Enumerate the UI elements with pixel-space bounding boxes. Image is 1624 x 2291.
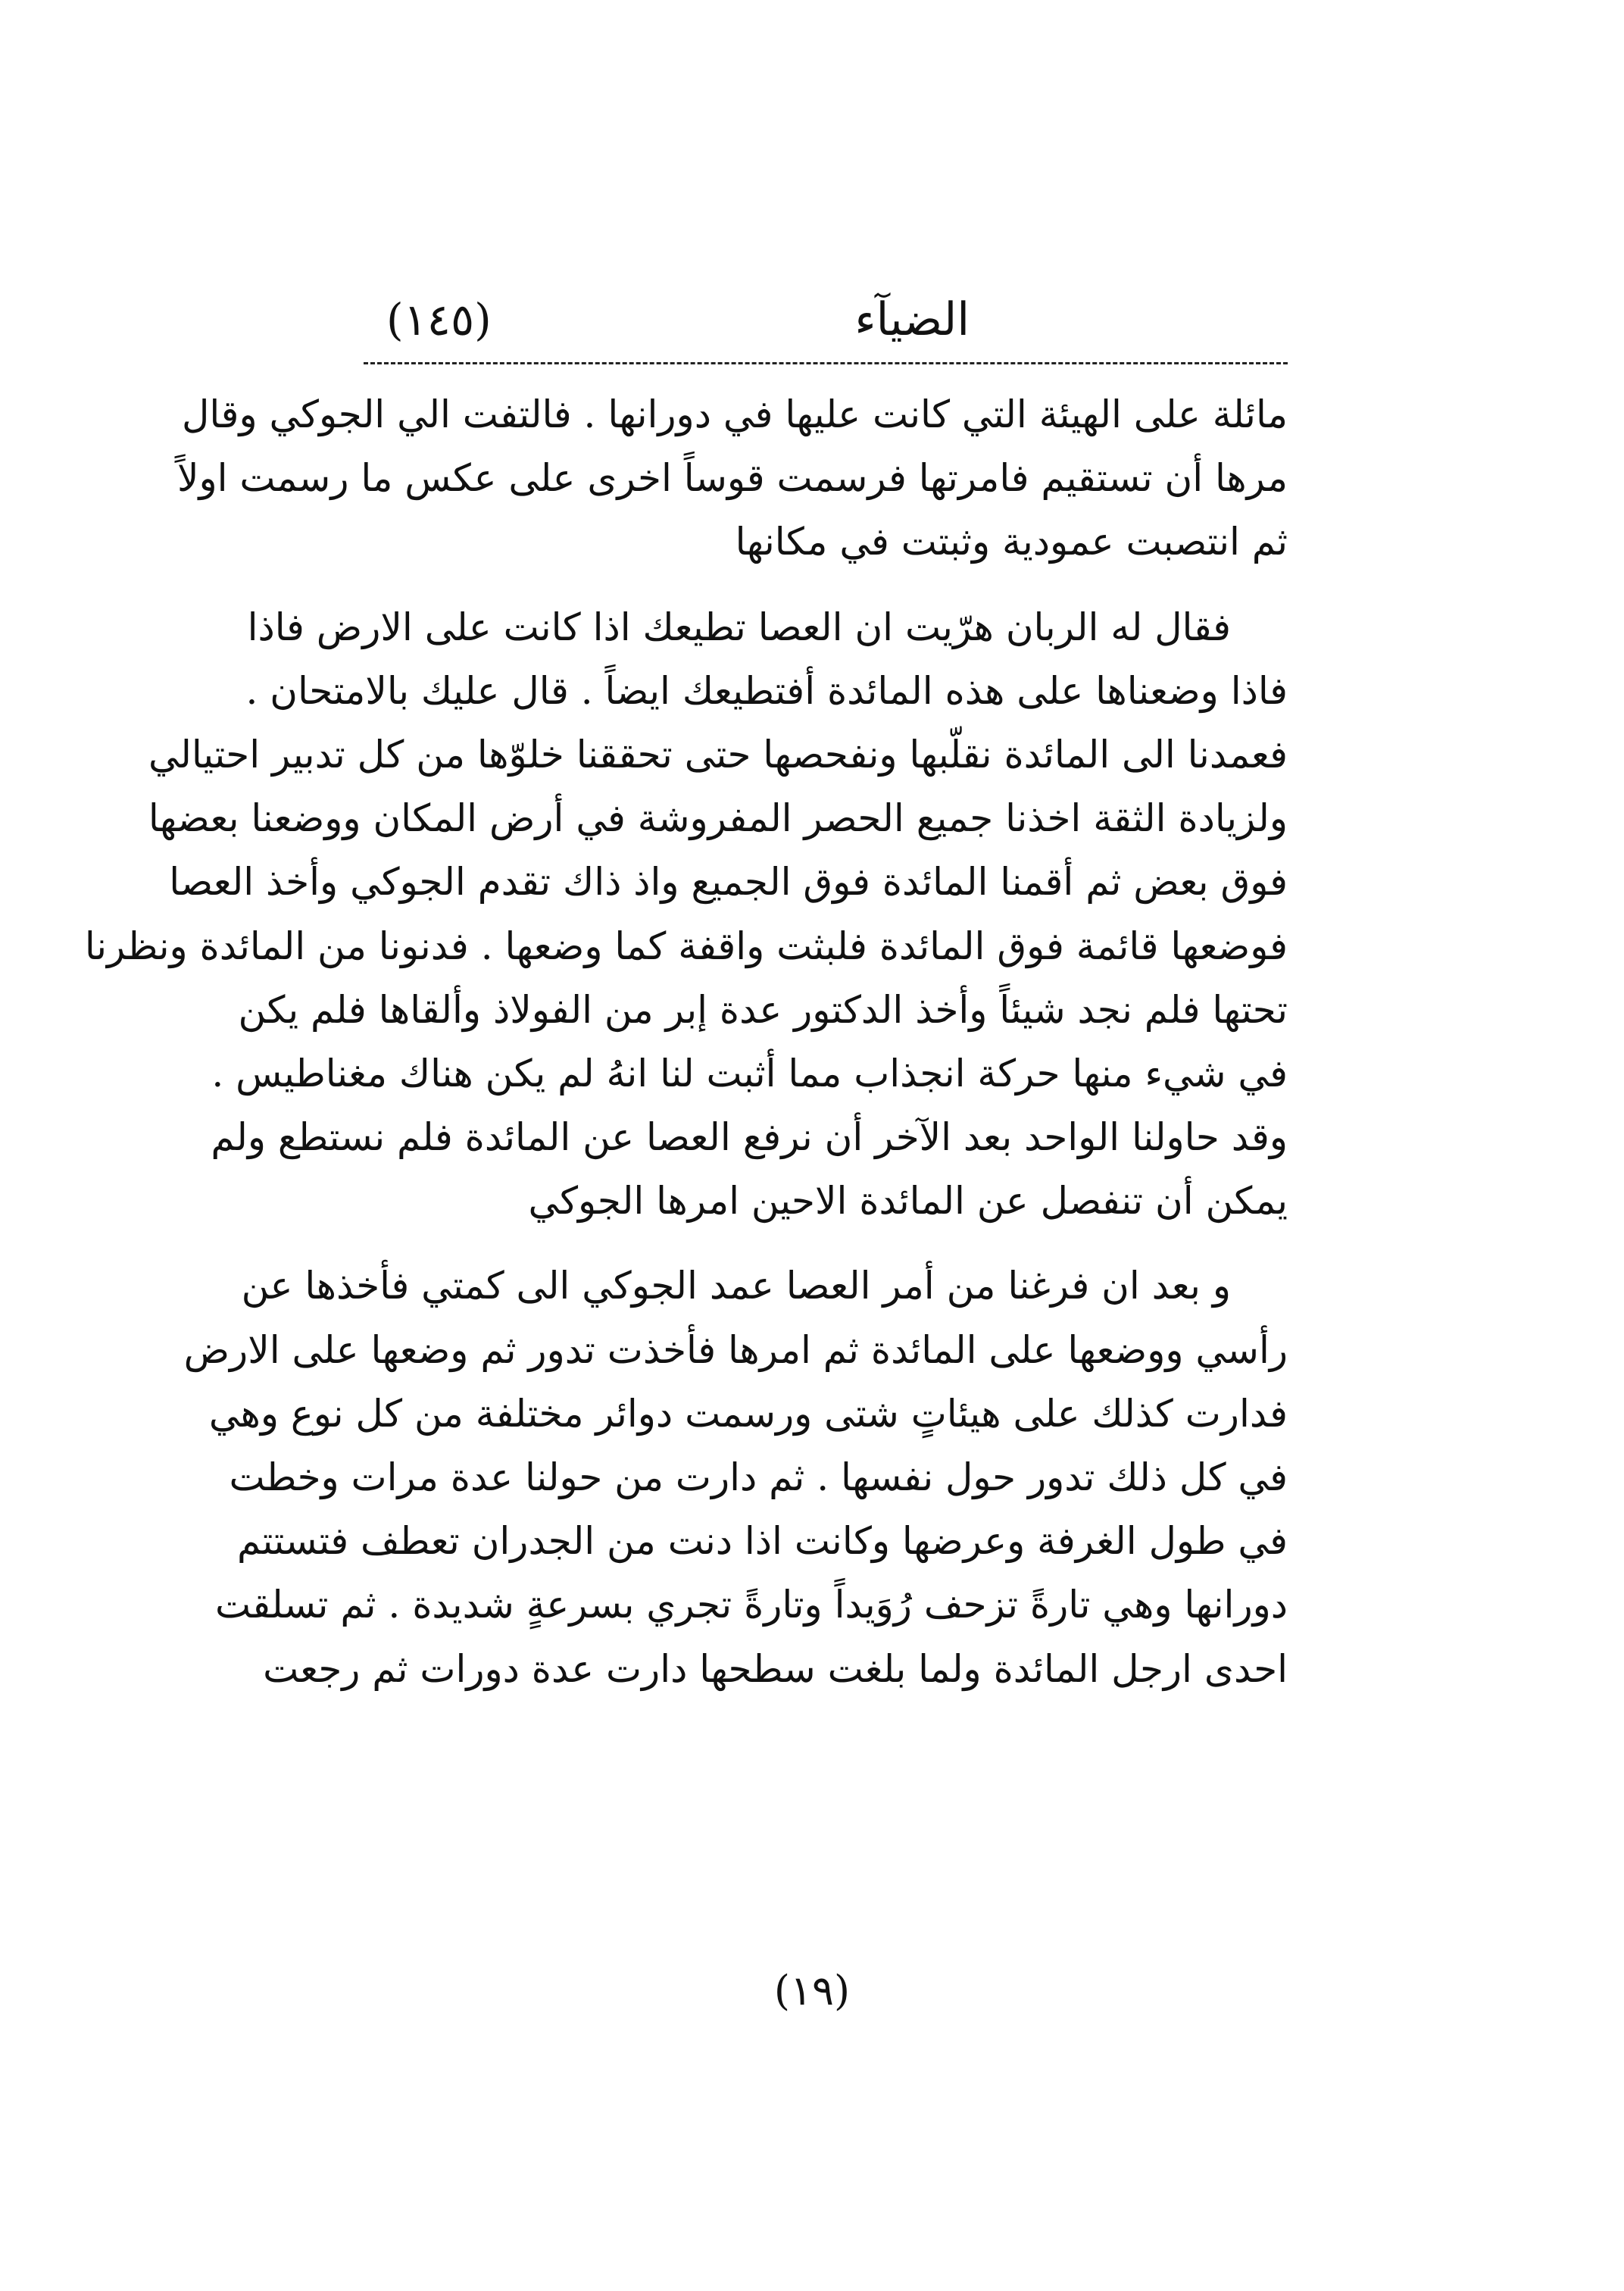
text-line: في طول الغرفة وعرضها وكانت اذا دنت من الجدران تعطف فتستتم bbox=[237, 1519, 1288, 1564]
text-line: تحتها فلم نجد شيئاً وأخذ الدكتور عدة إبر من الفولاذ وألقاها فلم يكن bbox=[238, 987, 1288, 1032]
page-header bbox=[364, 282, 1288, 358]
text-line: وقد حاولنا الواحد بعد الآخر أن نرفع العصا عن المائدة فلم نستطع ولم bbox=[211, 1115, 1288, 1160]
text-line: ولزيادة الثقة اخذنا جميع الحصر المفروشة في أرض المكان ووضعنا بعضها bbox=[148, 796, 1288, 841]
text-line: يمكن أن تنفصل عن المائدة الاحين امرها الجوكي bbox=[528, 1179, 1288, 1224]
text-line: فوق بعض ثم أقمنا المائدة فوق الجميع واذ ذاك تقدم الجوكي وأخذ العصا bbox=[169, 860, 1288, 905]
text-line: دورانها وهي تارةً تزحف رُوَيداً وتارةً تجري بسرعةٍ شديدة . ثم تسلقت bbox=[214, 1583, 1288, 1627]
text-line: مرها أن تستقيم فامرتها فرسمت قوساً اخرى على عكس ما رسمت اولاً bbox=[176, 456, 1288, 501]
text-line: فعمدنا الى المائدة نقلّبها ونفحصها حتى تحققنا خلوّها من كل تدبير احتيالي bbox=[148, 732, 1288, 777]
text-line: فدارت كذلك على هيئاتٍ شتى ورسمت دوائر مختلفة من كل نوع وهي bbox=[208, 1391, 1288, 1436]
text-line: رأسي ووضعها على المائدة ثم امرها فأخذت تدور ثم وضعها على الارض bbox=[183, 1327, 1288, 1372]
page-number: (١٤٥) bbox=[386, 294, 492, 345]
text-line: ثم انتصبت عمودية وثبتت في مكانها bbox=[735, 520, 1288, 564]
text-line: فقال له الربان هرّيت ان العصا تطيعك اذا كانت على الارض فاذا bbox=[247, 605, 1231, 649]
body-text bbox=[84, 383, 1288, 1701]
header-divider bbox=[364, 362, 1288, 364]
signature-mark: (١٩) bbox=[773, 1967, 851, 2014]
text-line: فاذا وضعناها على هذه المائدة أفتطيعك ايضاً . قال عليك بالامتحان . bbox=[245, 668, 1288, 713]
text-line: في شيء منها حركة انجذاب مما أثبت لنا انهُ لم يكن هناك مغناطيس . bbox=[211, 1051, 1288, 1095]
running-title: الضيآء bbox=[854, 293, 970, 346]
text-line: في كل ذلك تدور حول نفسها . ثم دارت من حولنا عدة مرات وخطت bbox=[229, 1455, 1288, 1499]
text-line: و بعد ان فرغنا من أمر العصا عمد الجوكي الى كمتي فأخذها عن bbox=[241, 1264, 1231, 1308]
text-line: مائلة على الهيئة التي كانت عليها في دورانها . فالتفت الي الجوكي وقال bbox=[181, 392, 1288, 436]
text-line: احدى ارجل المائدة ولما بلغت سطحها دارت عدة دورات ثم رجعت bbox=[263, 1646, 1288, 1691]
text-line: فوضعها قائمة فوق المائدة فلبثت واقفة كما وضعها . فدنونا من المائدة ونظرنا bbox=[84, 924, 1288, 968]
